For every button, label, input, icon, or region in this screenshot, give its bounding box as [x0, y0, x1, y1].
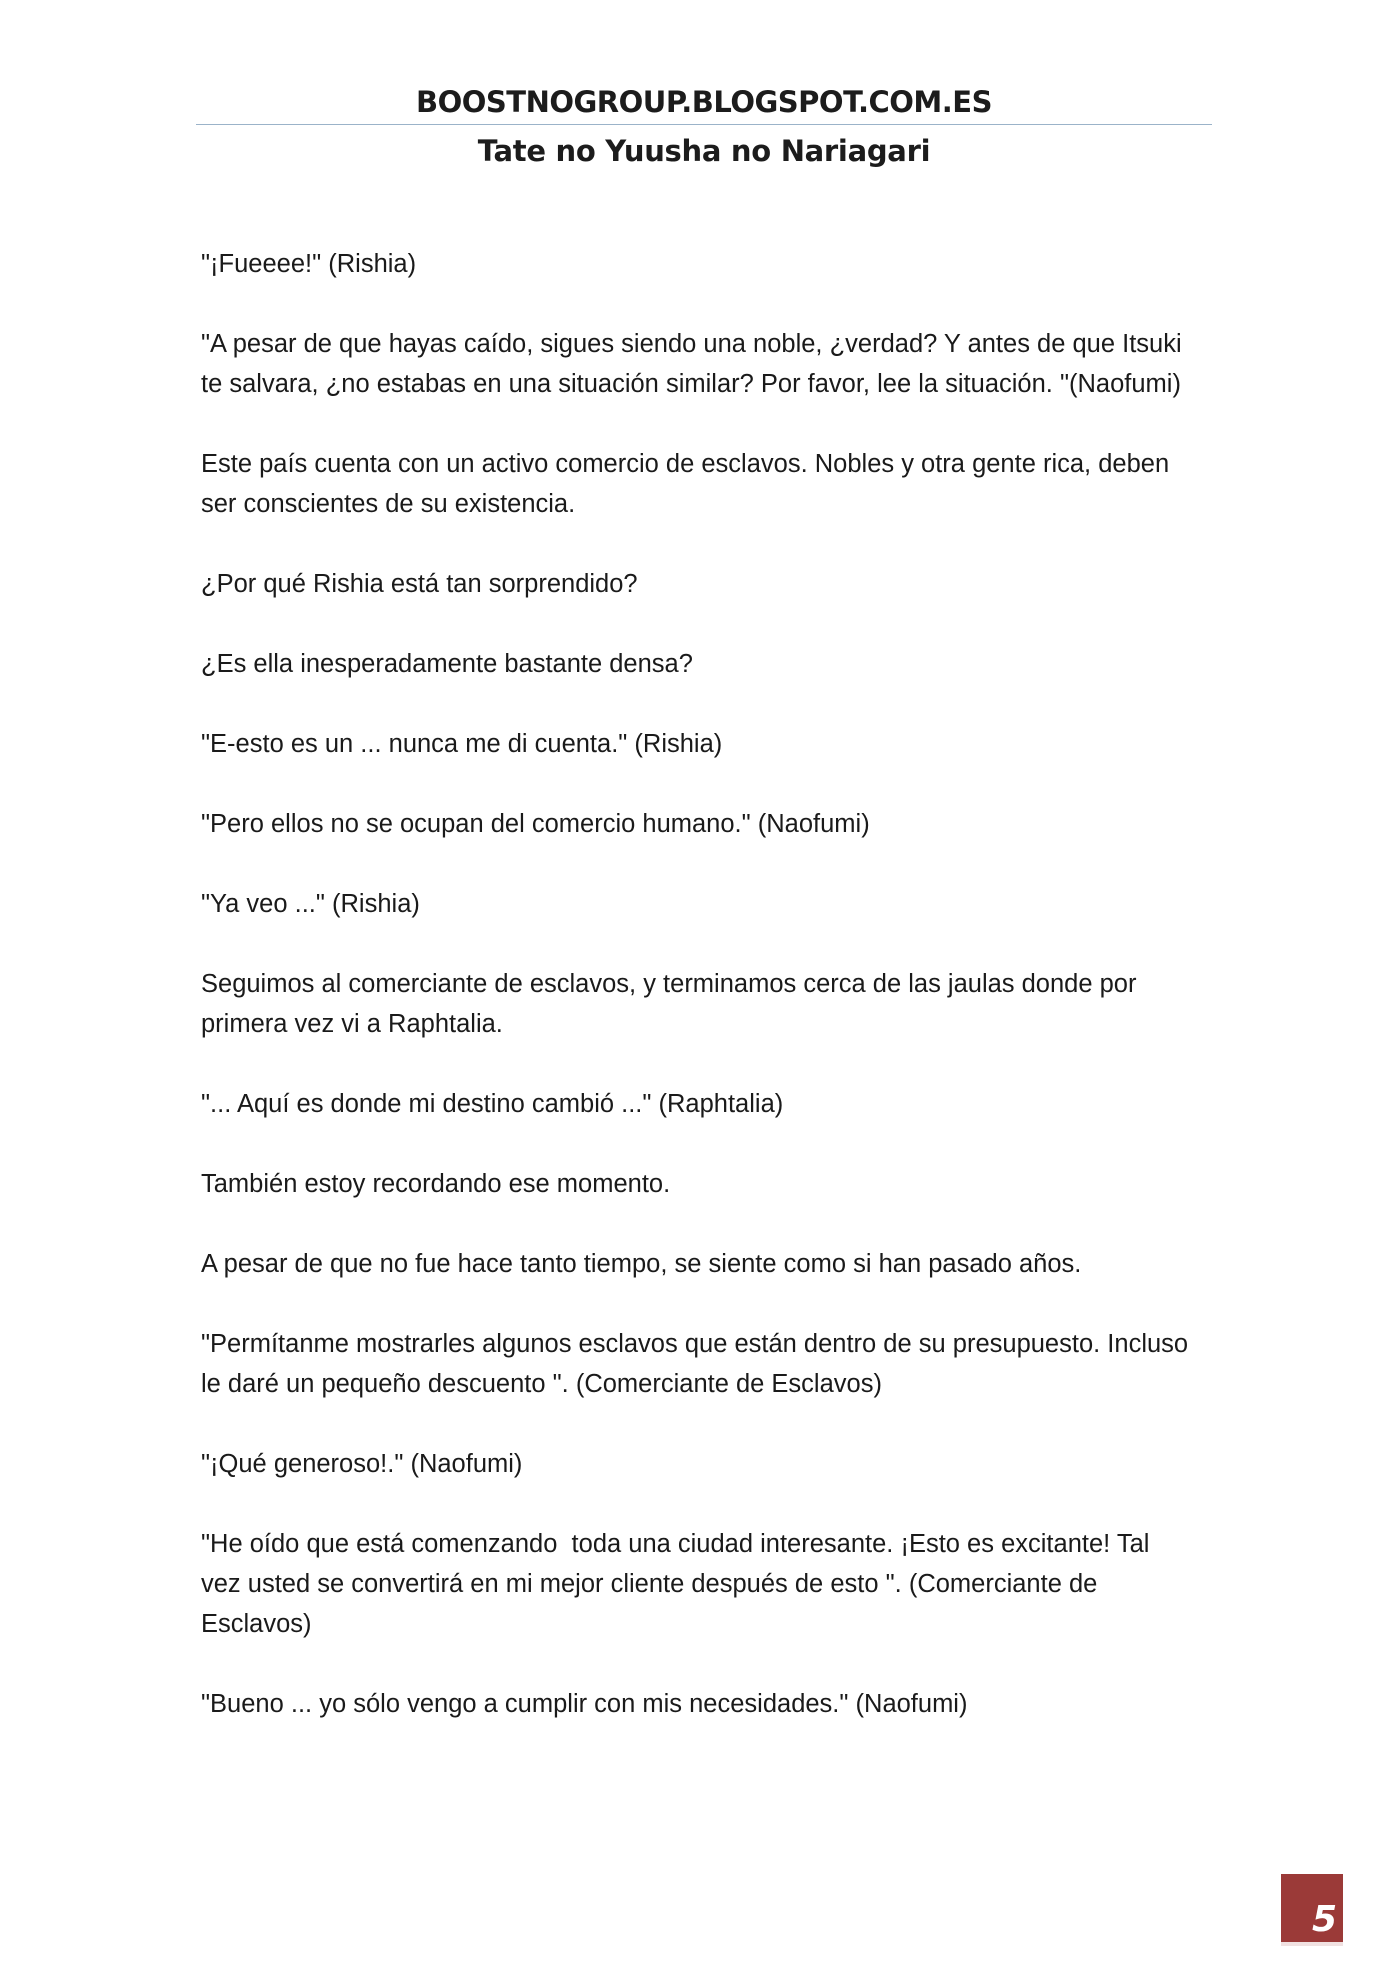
paragraph: A pesar de que no fue hace tanto tiempo, se siente como si han pasado años. [201, 1250, 1082, 1278]
paragraph: "Ya veo ..." (Rishia) [201, 890, 420, 918]
page-number-underline [1281, 1942, 1343, 1946]
document-body [201, 244, 1211, 1764]
paragraph: "Pero ellos no se ocupan del comercio humano." (Naofumi) [201, 810, 870, 838]
book-title: Tate no Yuusha no Nariagari [477, 134, 931, 168]
paragraph: Seguimos al comerciante de esclavos, y terminamos cerca de las jaulas donde por primera vez vi a Raphtalia. [201, 970, 1137, 1038]
paragraph: También estoy recordando ese momento. [201, 1170, 671, 1198]
page-number: 5 [1311, 1899, 1337, 1940]
paragraph: "¡Qué generoso!." (Naofumi) [201, 1450, 523, 1478]
paragraph: ¿Es ella inesperadamente bastante densa? [201, 650, 693, 678]
paragraph: Este país cuenta con un activo comercio de esclavos. Nobles y otra gente rica, deben ser conscientes de su existencia. [201, 450, 1170, 518]
paragraph: "Bueno ... yo sólo vengo a cumplir con mis necesidades." (Naofumi) [201, 1690, 968, 1718]
site-name: BOOSTNOGROUP.BLOGSPOT.COM.ES [416, 85, 992, 119]
page-number-badge [1281, 1874, 1343, 1946]
paragraph: "E-esto es un ... nunca me di cuenta." (Rishia) [201, 730, 723, 758]
paragraph: "He oído que está comenzando toda una ciudad interesante. ¡Esto es excitante! Tal vez usted se convertirá en mi mejor cliente después de esto ". (Comerciante de Esclavos) [201, 1530, 1150, 1638]
header-rule [196, 124, 1212, 125]
paragraph: "... Aquí es donde mi destino cambió ..." (Raphtalia) [201, 1090, 784, 1118]
paragraph: ¿Por qué Rishia está tan sorprendido? [201, 570, 638, 598]
page-header [196, 82, 1212, 171]
paragraph: "Permítanme mostrarles algunos esclavos que están dentro de su presupuesto. Incluso le daré un pequeño descuento ". (Comerciante de Esclavos) [201, 1330, 1189, 1398]
paragraph: "¡Fueeee!" (Rishia) [201, 250, 417, 278]
paragraph: "A pesar de que hayas caído, sigues siendo una noble, ¿verdad? Y antes de que Itsuki te salvara, ¿no estabas en una situación similar? Por favor, lee la situación. "(Naofumi) [201, 330, 1182, 398]
